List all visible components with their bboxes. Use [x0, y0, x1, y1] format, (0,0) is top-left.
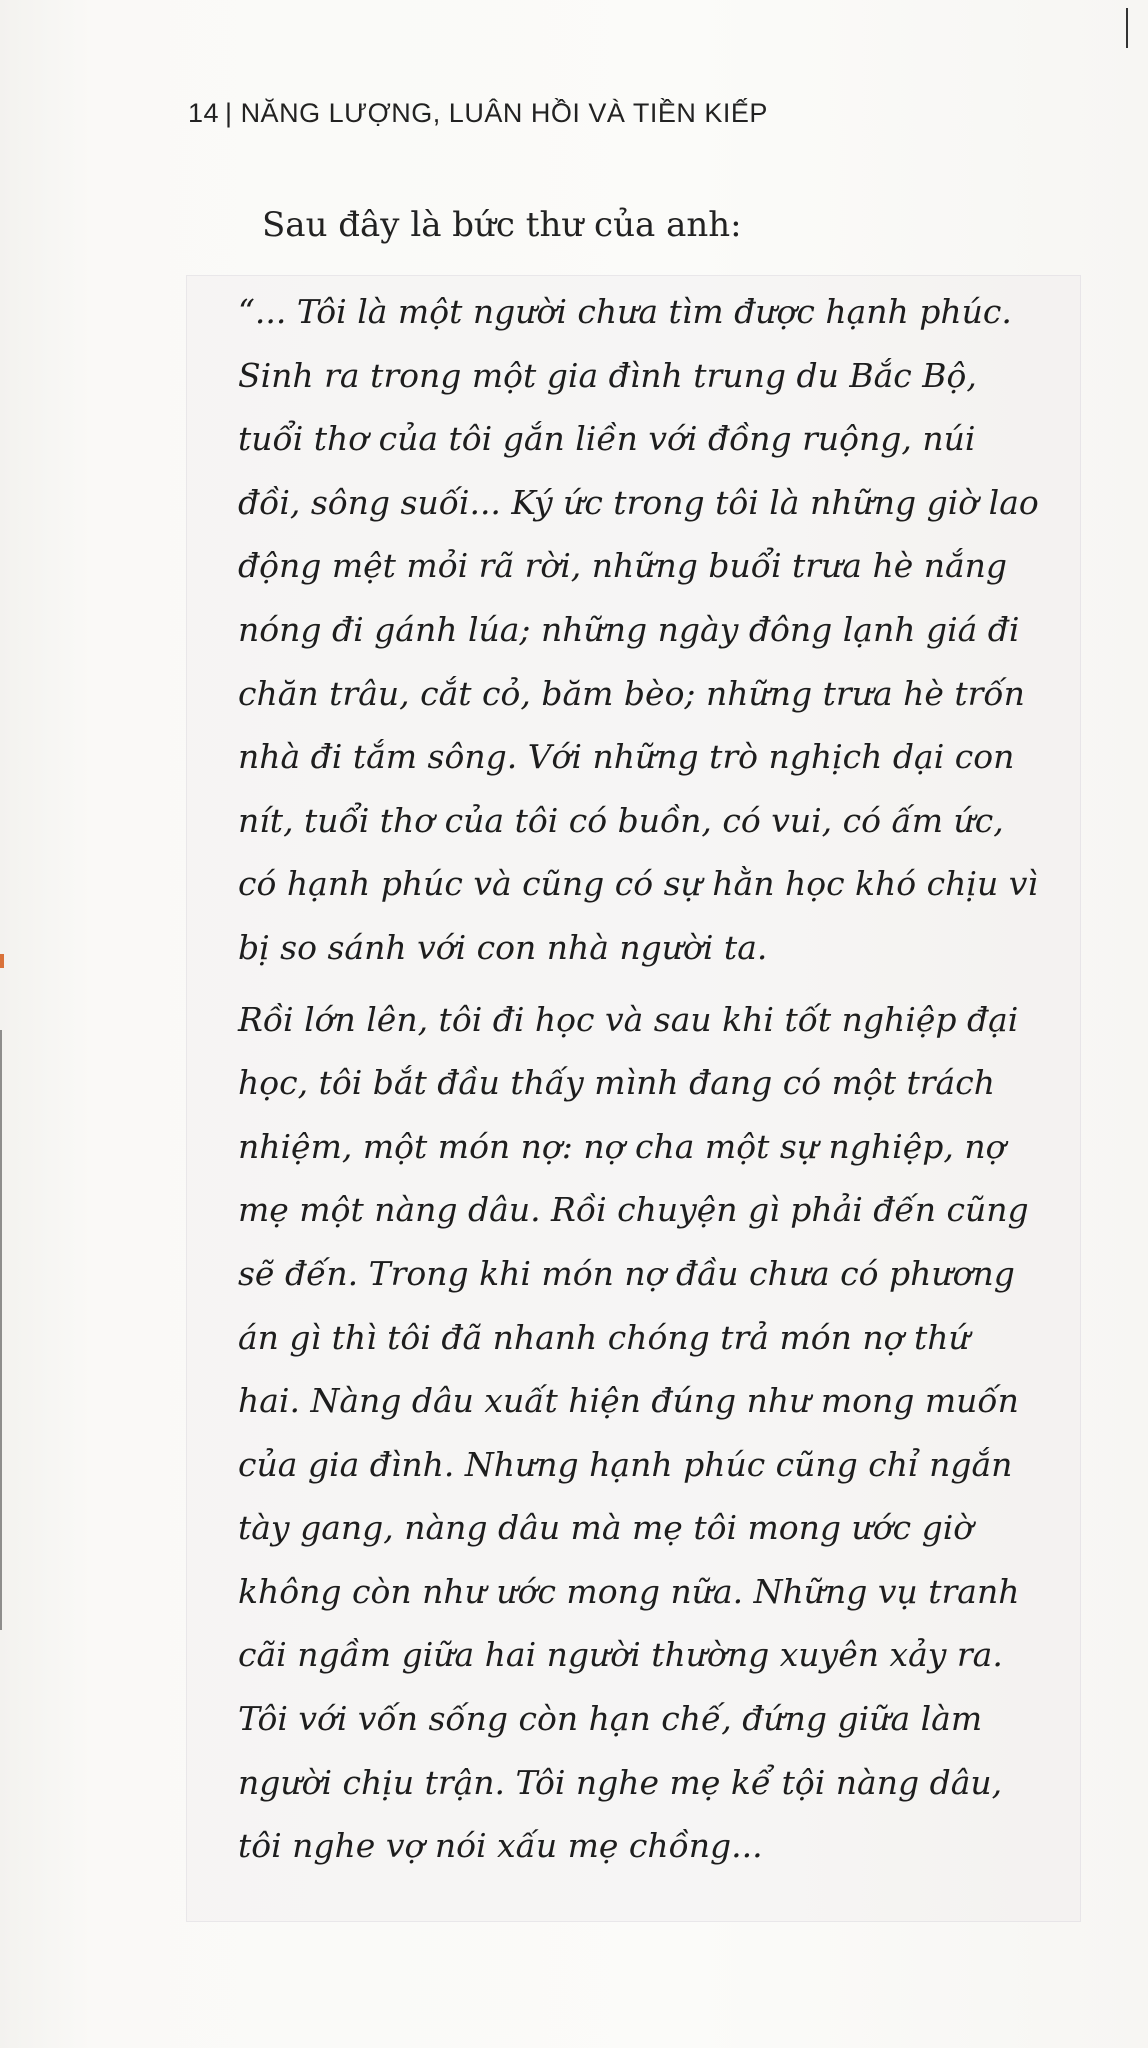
- text-line: Sinh ra trong một gia đình trung du Bắc Bộ,: [238, 355, 977, 395]
- text-line: động mệt mỏi rã rời, những buổi trưa hè nắng: [238, 546, 1008, 586]
- page-edge-mark: [1126, 8, 1128, 48]
- text-line: “... Tôi là một người chưa tìm được hạnh phúc.: [238, 292, 1012, 331]
- text-line: mẹ một nàng dâu. Rồi chuyện gì phải đến cũng: [238, 1190, 1029, 1230]
- text-line: án gì thì tôi đã nhanh chóng trả món nợ thứ: [238, 1317, 970, 1357]
- text-line: tày gang, nàng dâu mà mẹ tôi mong ước giờ: [238, 1508, 974, 1548]
- text-line: tuổi thơ của tôi gắn liền với đồng ruộng, núi: [238, 419, 976, 459]
- letter-paragraph-2: [238, 988, 1078, 1878]
- text-line: nóng đi gánh lúa; những ngày đông lạnh giá đi: [238, 609, 1020, 649]
- text-line: sẽ đến. Trong khi món nợ đầu chưa có phương: [238, 1253, 1015, 1293]
- letter-paragraph-1: [238, 280, 1078, 980]
- text-line: có hạnh phúc và cũng có sự hằn học khó chịu vì: [238, 864, 1038, 904]
- letter-text: [238, 280, 1078, 1886]
- text-line: không còn như ước mong nữa. Những vụ tranh: [238, 1571, 1020, 1611]
- text-line: học, tôi bắt đầu thấy mình đang có một trách: [238, 1063, 995, 1103]
- intro-sentence: Sau đây là bức thư của anh:: [262, 205, 742, 245]
- binding-mark: [0, 954, 4, 968]
- page-number: 14: [188, 98, 220, 128]
- text-line: Rồi lớn lên, tôi đi học và sau khi tốt nghiệp đại: [238, 999, 1019, 1039]
- book-title: NĂNG LƯỢNG, LUÂN HỒI VÀ TIỀN KIẾP: [240, 98, 768, 128]
- text-line: chăn trâu, cắt cỏ, băm bèo; những trưa hè trốn: [238, 673, 1025, 713]
- text-line: nít, tuổi thơ của tôi có buồn, có vui, có ấm ức,: [238, 800, 1004, 840]
- text-line: của gia đình. Nhưng hạnh phúc cũng chỉ ngắn: [238, 1444, 1013, 1484]
- text-line: nhà đi tắm sông. Với những trò nghịch dại con: [238, 737, 1015, 777]
- text-line: đồi, sông suối... Ký ức trong tôi là những giờ lao: [238, 482, 1039, 522]
- header-separator: |: [225, 98, 233, 128]
- text-line: bị so sánh với con nhà người ta.: [238, 927, 768, 967]
- text-line: cãi ngầm giữa hai người thường xuyên xảy ra.: [238, 1635, 1003, 1675]
- text-line: tôi nghe vợ nói xấu mẹ chồng...: [238, 1826, 763, 1866]
- running-header: [188, 98, 768, 129]
- binding-shadow: [0, 1030, 2, 1630]
- text-line: hai. Nàng dâu xuất hiện đúng như mong muốn: [238, 1381, 1019, 1421]
- text-line: người chịu trận. Tôi nghe mẹ kể tội nàng dâu,: [238, 1762, 1003, 1802]
- text-line: nhiệm, một món nợ: nợ cha một sự nghiệp, nợ: [238, 1126, 1006, 1166]
- text-line: Tôi với vốn sống còn hạn chế, đứng giữa làm: [238, 1699, 983, 1739]
